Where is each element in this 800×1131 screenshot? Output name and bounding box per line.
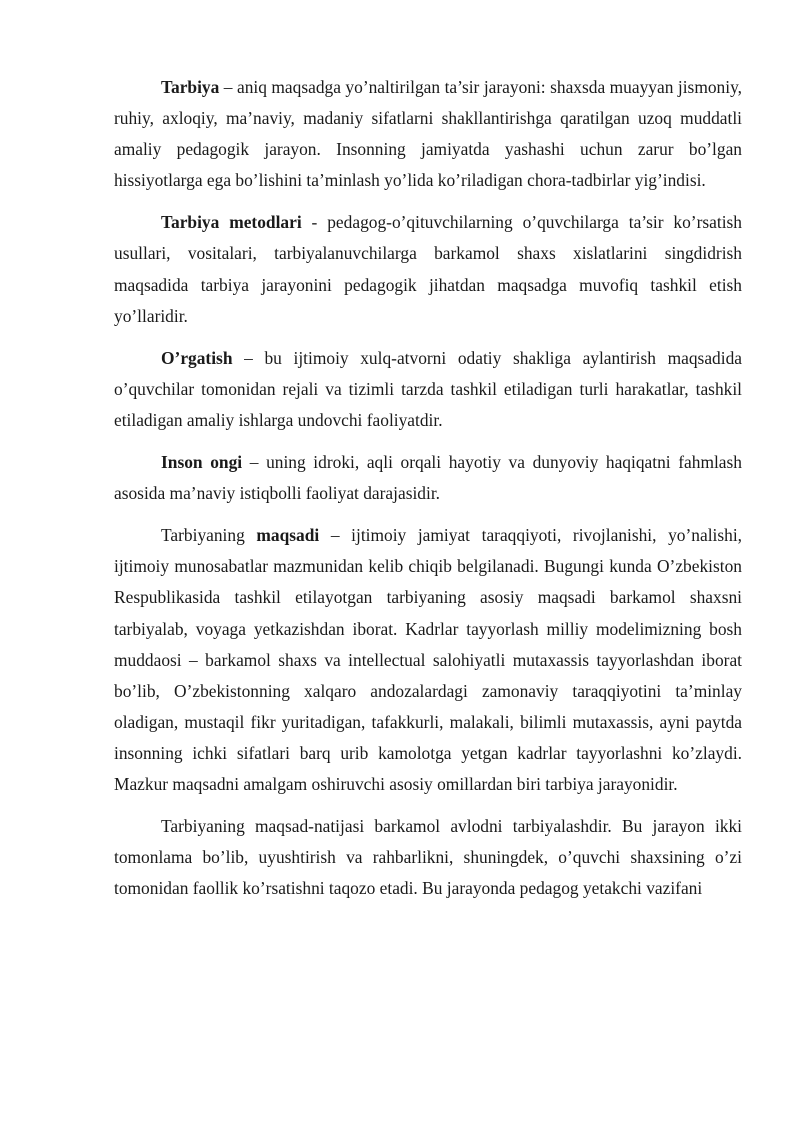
paragraph-inson-ongi [114, 447, 742, 509]
paragraph-text: – aniq maqsadga yo’naltirilgan ta’sir jarayoni: shaxsda muayyan jismoniy, ruhiy, axloqiy, ma’naviy, madaniy sifatlarni shakllantirishga qaratilgan uzoq muddatli amaliy pedagogik jarayon. Insonning jamiyatda yashashi uchun zarur bo’lgan hissiyotlarga ega bo’lishini ta’minlash yo’lida ko’riladigan chora-tadbirlar yig’indisi. [114, 77, 742, 191]
paragraph-tarbiya-metodlari [114, 207, 742, 331]
term-tarbiya: Tarbiya [161, 77, 220, 97]
term-tarbiya-metodlari: Tarbiya metodlari [161, 212, 302, 233]
term-orgatish: O’rgatish [161, 347, 233, 368]
paragraph-tarbiya [114, 72, 742, 196]
document-page [114, 72, 742, 915]
term-inson-ongi: Inson ongi [161, 452, 243, 473]
paragraph-orgatish [114, 343, 742, 436]
paragraph-maqsad-natijasi [114, 811, 742, 904]
paragraph-text: – bu ijtimoiy xulq-atvorni odatiy shakliga aylantirish maqsadida o’quvchilar tomonidan rejali va tizimli tarzda tashkil etiladigan turli harakatlar, tashkil etiladigan amaliy ishlarga undovchi faoliyatdir. [114, 347, 742, 430]
paragraph-text: – ijtimoiy jamiyat taraqqiyoti, rivojlanishi, yo’nalishi, ijtimoiy munosabatlar mazmunidan kelib chiqib belgilanadi. Bugungi kunda O’zbekiston Respublikasida tashkil etilayotgan tarbiyaning asosiy maqsadi barkamol shaxsni tarbiyalab, voyaga yetkazishdan iborat. Kadrlar tayyorlash milliy modelimizning bosh muddaosi – barkamol shaxs va intellectual salohiyatli mutaxassis tayyorlashdan iborat bo’lib, O’zbekistonning xalqaro andozalardagi zamonaviy taraqqiyotini ta’minlay oladigan, mustaqil fikr yuritadigan, tafakkurli, malakali, bilimli mutaxassis, ayni paytda insonning ichki sifatlari barq urib kamolotga yetgan kadrlar tayyorlashni ko’zlaydi. Mazkur maqsadni amalgam oshiruvchi asosiy omillardan biri tarbiya jarayonidir. [114, 525, 743, 794]
paragraph-text: – uning idroki, aqli orqali hayotiy va dunyoviy haqiqatni fahmlash asosida ma’naviy istiqbolli faoliyat darajasidir. [114, 452, 742, 504]
paragraph-lead-text: Tarbiyaning [161, 525, 257, 546]
paragraph-text: Tarbiyaning maqsad-natijasi barkamol avlodni tarbiyalashdir. Bu jarayon ikki tomonlama bo’lib, uyushtirish va rahbarlikni, shuningdek, o’quvchi shaxsining o’zi tomonidan faollik ko’rsatishni taqozo etadi. Bu jarayonda pedagog yetakchi vazifani [114, 816, 742, 899]
paragraph-maqsadi [114, 520, 742, 800]
paragraph-text: - pedagog-o’qituvchilarning o’quvchilarga ta’sir ko’rsatish usullari, vositalari, tarbiyalanuvchilarga barkamol shaxs xislatlarini singdidrish maqsadida tarbiya jarayonini pedagogik jihatdan maqsadga muvofiq tashkil etish yo’llaridir. [114, 212, 742, 326]
term-maqsadi: maqsadi [256, 525, 320, 546]
